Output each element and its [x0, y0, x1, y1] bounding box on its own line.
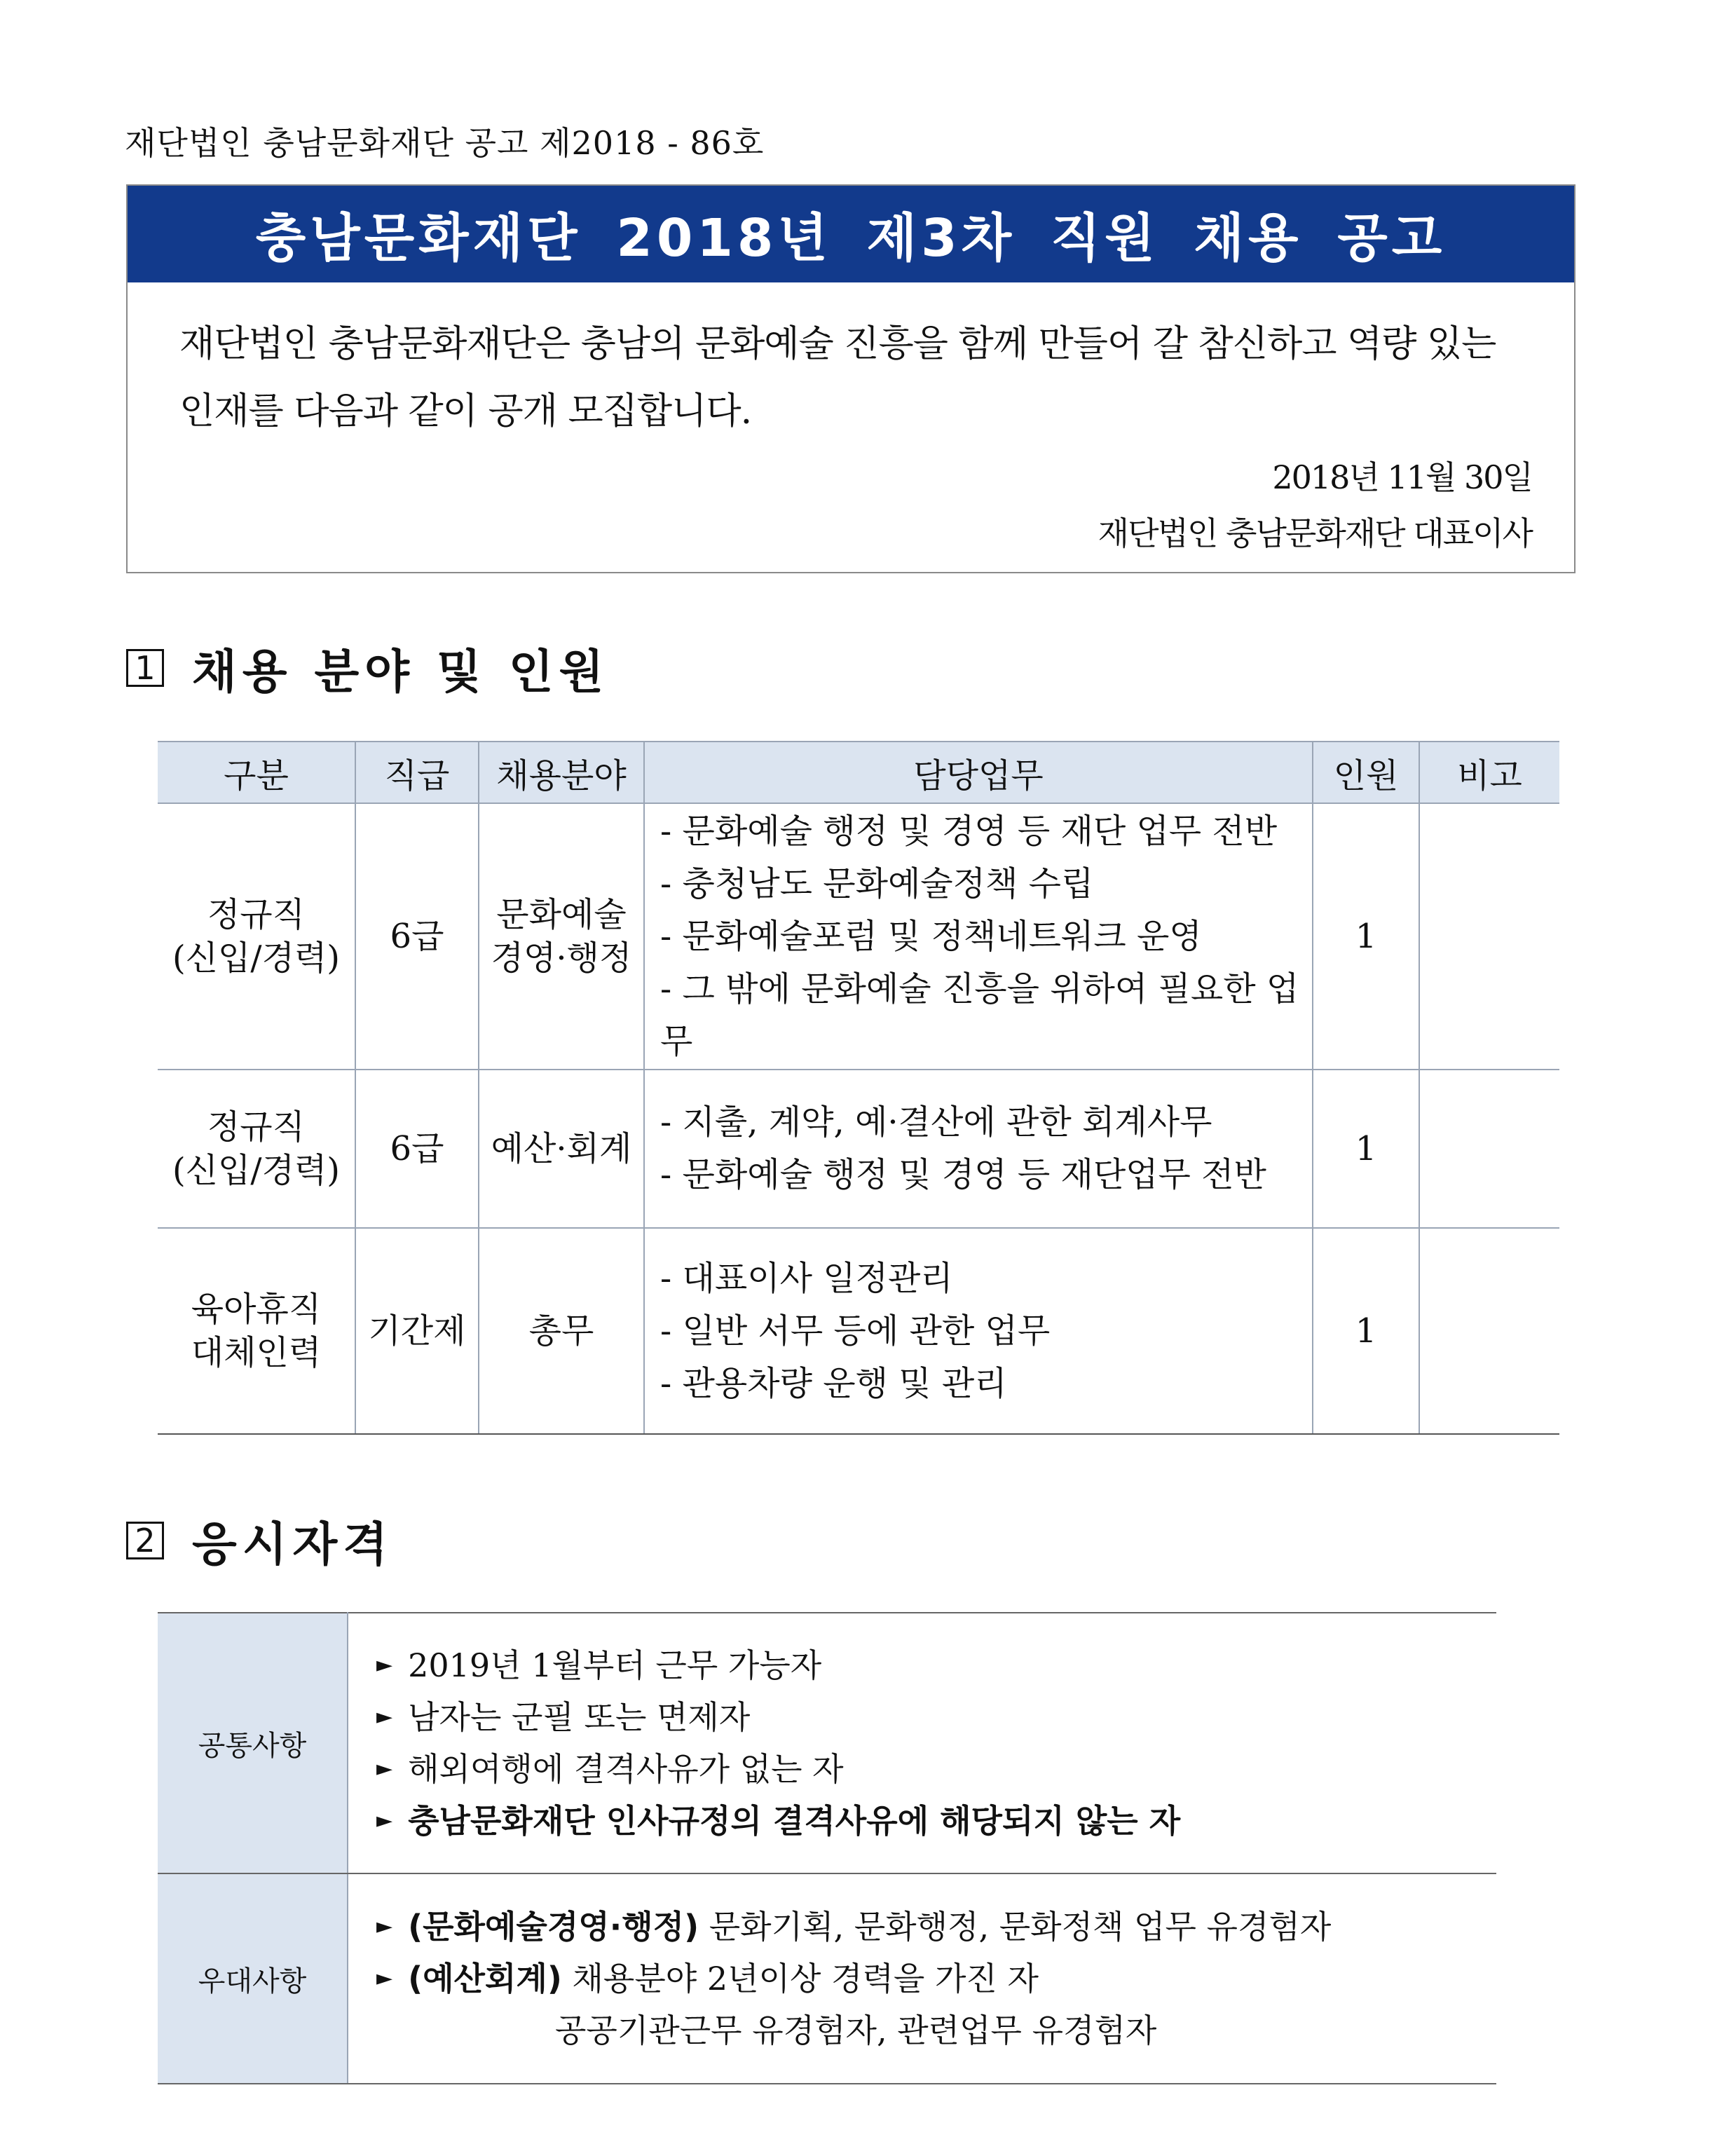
cell-duties	[644, 1070, 1313, 1228]
header-field: 채용분야	[479, 742, 644, 803]
item-text: 충남문화재단 인사규정의 결격사유에 해당되지 않는 자	[408, 1802, 1181, 1840]
common-items	[348, 1613, 1496, 1873]
duty-line: - 문화예술포럼 및 정책네트워크 운영	[660, 916, 1202, 956]
arrow-right-icon: ►	[376, 1966, 393, 1991]
arrow-right-icon: ►	[376, 1914, 393, 1939]
recruitment-table	[158, 741, 1559, 1435]
item-text: 문화기획, 문화행정, 문화정책 업무 유경험자	[699, 1908, 1332, 1946]
duty-line: - 일반 서무 등에 관한 업무	[660, 1311, 1051, 1351]
category-line: 정규직	[207, 1107, 306, 1147]
notice-number: 재단법인 충남문화재단 공고 제2018 - 86호	[125, 124, 765, 162]
cell-note	[1419, 803, 1559, 1070]
section-1-title: 채용 분야 및 인원	[192, 645, 610, 699]
table-row	[158, 803, 1559, 1070]
cell-duties	[644, 1228, 1313, 1434]
qualification-table	[158, 1612, 1496, 2084]
cell-grade: 6급	[355, 803, 479, 1070]
item-bold: (예산회계)	[408, 1960, 562, 1998]
arrow-right-icon: ►	[376, 1705, 393, 1729]
cell-field	[479, 803, 644, 1070]
pref-items	[348, 1873, 1496, 2084]
field-line: 경영·행정	[491, 938, 632, 978]
cell-field	[479, 1070, 644, 1228]
section-1-number: 1	[126, 649, 164, 687]
section-2-heading	[126, 1507, 393, 1573]
table-row	[158, 1070, 1559, 1228]
section-2-title: 응시자격	[192, 1517, 394, 1571]
table-header-row	[158, 742, 1559, 803]
duty-line: - 문화예술 행정 및 경영 등 재단 업무 전반	[660, 811, 1278, 851]
section-1-heading	[126, 634, 609, 701]
header-count: 인원	[1313, 742, 1419, 803]
item-text: 채용분야 2년이상 경력을 가진 자	[561, 1960, 1039, 1998]
arrow-right-icon: ►	[376, 1756, 393, 1781]
notice-issuer: 재단법인 충남문화재단 대표이사	[1098, 514, 1532, 552]
duty-line: - 지출, 계약, 예·결산에 관한 회계사무	[660, 1102, 1212, 1142]
cell-count: 1	[1313, 1070, 1419, 1228]
arrow-right-icon: ►	[376, 1653, 393, 1677]
item-text: 남자는 군필 또는 면제자	[408, 1698, 751, 1736]
intro-line-2: 인재를 다음과 같이 공개 모집합니다.	[179, 390, 752, 432]
duty-line: - 대표이사 일정관리	[660, 1258, 953, 1298]
category-line: 정규직	[207, 895, 306, 934]
cell-field	[479, 1228, 644, 1434]
table-row	[158, 1613, 1496, 1873]
cell-count: 1	[1313, 1228, 1419, 1434]
list-item	[376, 1743, 1496, 1795]
header-duties: 담당업무	[644, 742, 1313, 803]
common-label: 공통사항	[158, 1613, 348, 1873]
category-line: 육아휴직	[191, 1290, 322, 1329]
section-2-number: 2	[126, 1522, 164, 1559]
notice-title: 충남문화재단 2018년 제3차 직원 채용 공고	[128, 186, 1574, 282]
header-category: 구분	[158, 742, 355, 803]
list-item	[376, 1901, 1496, 1953]
table-row	[158, 1873, 1496, 2084]
cell-category	[158, 803, 355, 1070]
header-grade: 직급	[355, 742, 479, 803]
duty-line: - 충청남도 문화예술정책 수립	[660, 863, 1094, 903]
header-note: 비고	[1419, 742, 1559, 803]
category-line: 대체인력	[191, 1333, 322, 1372]
duty-line: - 그 밖에 문화예술 진흥을 위하여 필요한 업무	[660, 969, 1299, 1061]
cell-category	[158, 1228, 355, 1434]
field-line: 문화예술	[496, 895, 627, 934]
category-line: (신입/경력)	[172, 938, 341, 978]
cell-category	[158, 1070, 355, 1228]
table-row	[158, 1228, 1559, 1434]
intro-text	[179, 310, 1496, 445]
list-item	[376, 1691, 1496, 1743]
notice-box	[126, 184, 1576, 573]
cell-grade: 6급	[355, 1070, 479, 1228]
list-item	[376, 1639, 1496, 1691]
field-line: 총무	[528, 1311, 594, 1351]
arrow-right-icon: ►	[376, 1808, 393, 1833]
list-item	[376, 1953, 1496, 2005]
notice-date: 2018년 11월 30일	[1272, 458, 1532, 496]
duty-line: - 관용차량 운행 및 관리	[660, 1363, 1007, 1403]
list-item	[376, 1795, 1496, 1847]
category-line: (신입/경력)	[172, 1151, 341, 1190]
item-bold: (문화예술경영·행정)	[408, 1908, 699, 1946]
cell-note	[1419, 1228, 1559, 1434]
cell-count: 1	[1313, 803, 1419, 1070]
cell-note	[1419, 1070, 1559, 1228]
field-line: 예산·회계	[491, 1129, 632, 1168]
item-text: 2019년 1월부터 근무 가능자	[408, 1646, 822, 1684]
duty-line: - 문화예술 행정 및 경영 등 재단업무 전반	[660, 1155, 1266, 1194]
cell-duties	[644, 803, 1313, 1070]
cell-grade: 기간제	[355, 1228, 479, 1434]
pref-label: 우대사항	[158, 1873, 348, 2084]
intro-line-1: 재단법인 충남문화재단은 충남의 문화예술 진흥을 함께 만들어 갈 참신하고 역량 있는	[179, 323, 1496, 365]
item-text: 해외여행에 결격사유가 없는 자	[408, 1750, 844, 1788]
list-item-continuation: 공공기관근무 유경험자, 관련업무 유경험자	[555, 2012, 1157, 2049]
